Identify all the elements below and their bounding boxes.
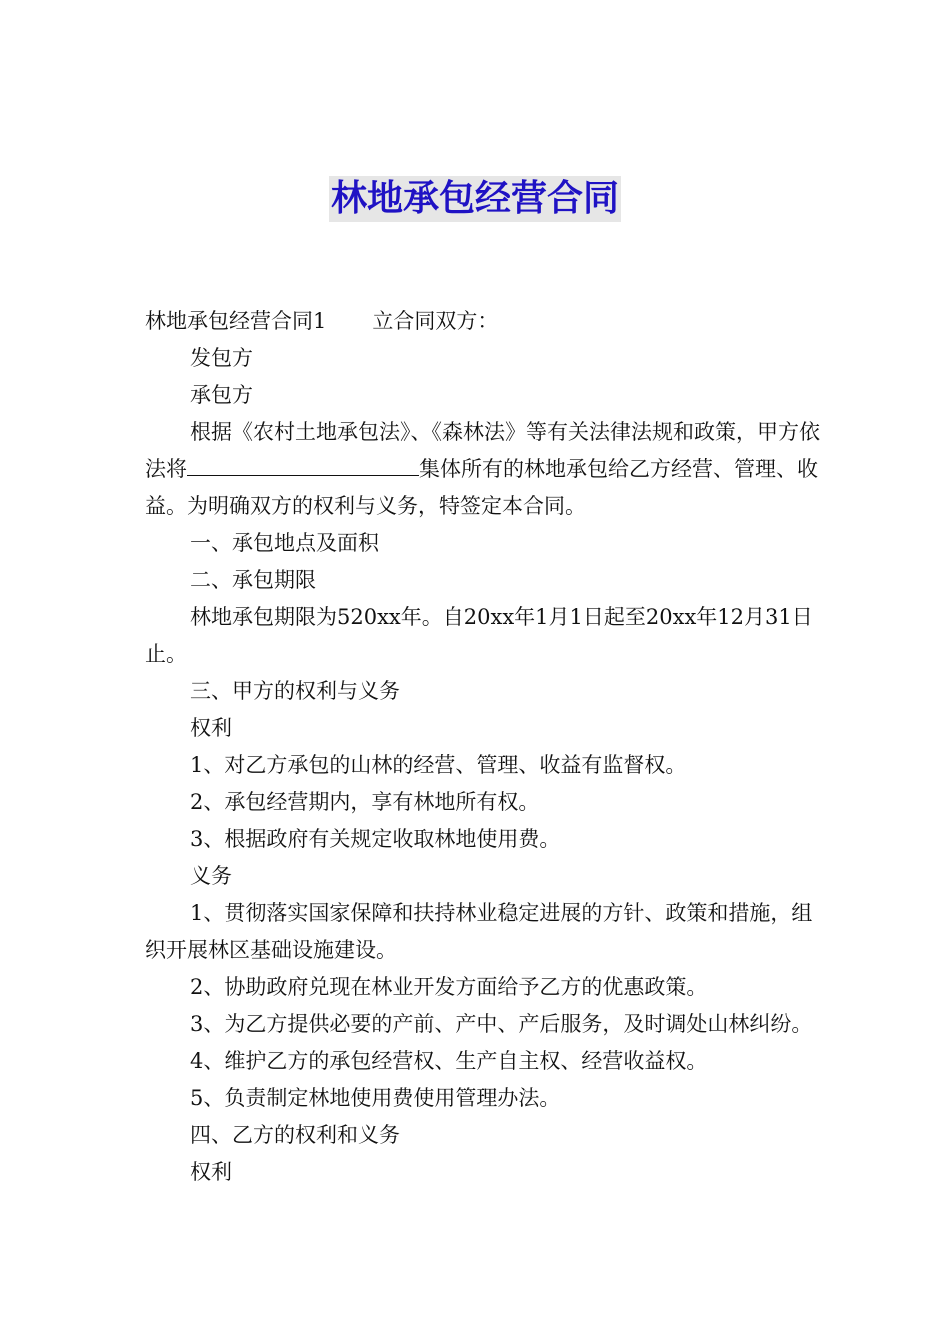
- section-3-duty-3: 3、为乙方提供必要的产前、产中、产后服务，及时调处山林纠纷。: [190, 1012, 813, 1036]
- fill-in-blank[interactable]: [187, 455, 419, 476]
- document-title: 林地承包经营合同: [329, 176, 621, 222]
- section-3-duty-1: 1、贯彻落实国家保障和扶持林业稳定进展的方针、政策和措施，组织开展林区基础设施建设。: [145, 901, 813, 962]
- section-3-duties-heading: 义务: [190, 864, 232, 888]
- intro-parties: 立合同双方：: [372, 309, 499, 333]
- section-3-right-2: 2、承包经营期内，享有林地所有权。: [190, 790, 540, 814]
- intro-heading: 林地承包经营合同1: [145, 309, 327, 333]
- section-3-right-1: 1、对乙方承包的山林的经营、管理、收益有监督权。: [190, 753, 687, 777]
- document-body: [145, 303, 825, 1191]
- party-b-line: 承包方: [190, 383, 253, 407]
- basis-paragraph: [145, 414, 825, 525]
- basis-after-blank: 集体所有的林地承包给乙方经营、管理、收益。为明确双方的权利与义务，特签定本合同。: [145, 457, 818, 518]
- section-3-rights-heading: 权利: [190, 716, 232, 740]
- section-4-rights-heading: 权利: [190, 1160, 232, 1184]
- section-3-right-3: 3、根据政府有关规定收取林地使用费。: [190, 827, 561, 851]
- section-2-text: 林地承包期限为520xx年。自20xx年1月1日起至20xx年12月31日止。: [145, 605, 813, 666]
- section-4-heading: 四、乙方的权利和义务: [190, 1123, 400, 1147]
- intro-line: [145, 303, 825, 340]
- section-3-duty-5: 5、负责制定林地使用费使用管理办法。: [190, 1086, 561, 1110]
- party-a-line: 发包方: [190, 346, 253, 370]
- basis-before-blank: 根据《农村土地承包法》、《森林法》等有关法律法规和政策，甲方依法将: [145, 420, 820, 481]
- section-1-heading: 一、承包地点及面积: [190, 531, 379, 555]
- title-wrap: [0, 176, 950, 222]
- section-2-heading: 二、承包期限: [190, 568, 316, 592]
- section-3-duty-4: 4、维护乙方的承包经营权、生产自主权、经营收益权。: [190, 1049, 708, 1073]
- section-3-heading: 三、甲方的权利与义务: [190, 679, 400, 703]
- section-3-duty-2: 2、协助政府兑现在林业开发方面给予乙方的优惠政策。: [190, 975, 708, 999]
